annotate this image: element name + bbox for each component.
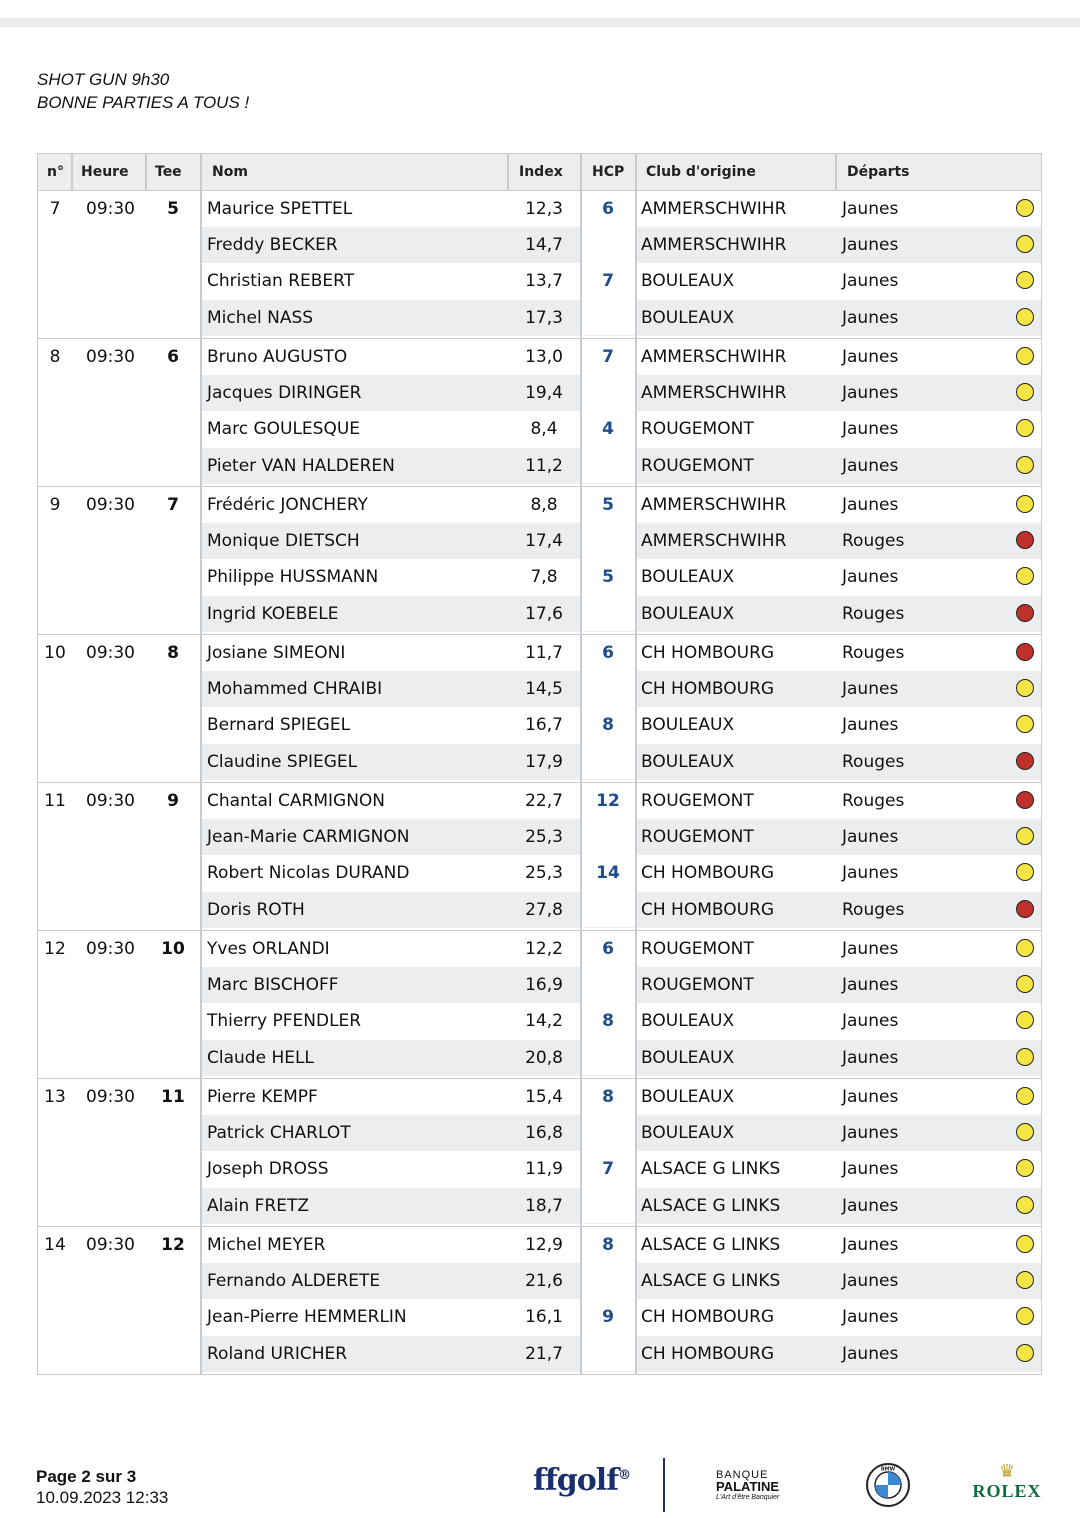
player-index: 7,8 (530, 567, 558, 587)
tee-color-dot-icon (1016, 567, 1034, 585)
player-club: BOULEAUX (641, 308, 735, 328)
group-time: 09:30 (86, 1087, 135, 1107)
tee-color-dot-icon (1016, 752, 1034, 770)
player-index: 17,3 (525, 308, 563, 328)
tee-color-dot-icon (1016, 1123, 1034, 1141)
player-name: Doris ROTH (207, 900, 305, 920)
tee-color-dot-icon (1016, 495, 1034, 513)
divider-name (200, 339, 202, 486)
player-name: Christian REBERT (207, 271, 355, 291)
bp-line-3: L'Art d'être Banquier (716, 1494, 780, 1501)
tee-group (38, 931, 1041, 1079)
player-club: BOULEAUX (641, 271, 735, 291)
player-departs: Rouges (842, 604, 905, 624)
group-time: 09:30 (86, 643, 135, 663)
player-departs: Rouges (842, 531, 905, 551)
group-time: 09:30 (86, 495, 135, 515)
divider-name (200, 1227, 202, 1374)
player-club: BOULEAUX (641, 604, 735, 624)
divider-hcp-right (635, 783, 637, 930)
player-index: 20,8 (525, 1048, 563, 1068)
tee-color-dot-icon (1016, 679, 1034, 697)
divider-hcp-left (580, 1079, 582, 1226)
player-departs: Jaunes (842, 715, 899, 735)
top-bar (0, 18, 1080, 27)
player-departs: Jaunes (842, 199, 899, 219)
player-index: 22,7 (525, 791, 563, 811)
player-departs: Jaunes (842, 1235, 899, 1255)
player-name: Thierry PFENDLER (207, 1011, 362, 1031)
group-time: 09:30 (86, 1235, 135, 1255)
player-index: 18,7 (525, 1196, 563, 1216)
group-tee: 6 (167, 347, 179, 367)
player-departs: Jaunes (842, 1123, 899, 1143)
divider-hcp-left (580, 191, 582, 338)
pair-hcp: 9 (602, 1307, 614, 1327)
group-number: 12 (44, 939, 66, 959)
header-divider (835, 154, 837, 190)
player-index: 14,2 (525, 1011, 563, 1031)
tee-color-dot-icon (1016, 791, 1034, 809)
group-tee: 9 (167, 791, 179, 811)
player-index: 12,2 (525, 939, 563, 959)
tee-color-dot-icon (1016, 1011, 1034, 1029)
tee-color-dot-icon (1016, 900, 1034, 918)
page-number: Page 2 sur 3 (36, 1467, 137, 1486)
player-club: ALSACE G LINKS (641, 1196, 781, 1216)
player-departs: Rouges (842, 791, 905, 811)
player-club: BOULEAUX (641, 1087, 735, 1107)
tee-group (38, 487, 1041, 635)
pair-hcp: 6 (602, 643, 614, 663)
player-index: 17,4 (525, 531, 563, 551)
divider-hcp-left (580, 783, 582, 930)
tee-color-dot-icon (1016, 1344, 1034, 1362)
group-time: 09:30 (86, 347, 135, 367)
group-tee: 8 (167, 643, 179, 663)
pair-hcp: 5 (602, 495, 614, 515)
pair-hcp: 7 (602, 347, 614, 367)
player-index: 27,8 (525, 900, 563, 920)
divider-name (200, 635, 202, 782)
pair-hcp: 12 (596, 791, 620, 811)
player-name: Marc BISCHOFF (207, 975, 339, 995)
divider-hcp-right (635, 1227, 637, 1374)
player-club: CH HOMBOURG (641, 643, 775, 663)
player-name: Michel MEYER (207, 1235, 326, 1255)
tee-color-dot-icon (1016, 939, 1034, 957)
pair-hcp: 4 (602, 419, 614, 439)
player-name: Mohammed CHRAIBI (207, 679, 383, 699)
bmw-logo (866, 1463, 910, 1507)
player-club: CH HOMBOURG (641, 679, 775, 699)
player-departs: Jaunes (842, 1344, 899, 1364)
divider-hcp-left (580, 339, 582, 486)
header-tee: Tee (155, 164, 182, 180)
tee-color-dot-icon (1016, 1196, 1034, 1214)
group-number: 9 (49, 495, 61, 515)
player-departs: Jaunes (842, 863, 899, 883)
player-departs: Rouges (842, 643, 905, 663)
registered-icon: ® (618, 1468, 631, 1483)
player-index: 25,3 (525, 827, 563, 847)
player-name: Josiane SIMEONI (207, 643, 346, 663)
header-divider (635, 154, 637, 190)
player-name: Chantal CARMIGNON (207, 791, 386, 811)
player-departs: Jaunes (842, 308, 899, 328)
player-club: AMMERSCHWIHR (641, 495, 787, 515)
player-departs: Jaunes (842, 271, 899, 291)
divider-hcp-right (635, 931, 637, 1078)
divider-hcp-left (580, 635, 582, 782)
player-index: 12,9 (525, 1235, 563, 1255)
player-name: Joseph DROSS (207, 1159, 329, 1179)
player-name: Maurice SPETTEL (207, 199, 353, 219)
player-club: ROUGEMONT (641, 791, 754, 811)
header-divider (200, 154, 202, 190)
tee-color-dot-icon (1016, 604, 1034, 622)
ffgolf-logo-text: ffgolf (533, 1463, 619, 1498)
player-club: AMMERSCHWIHR (641, 531, 787, 551)
player-club: BOULEAUX (641, 715, 735, 735)
player-club: AMMERSCHWIHR (641, 383, 787, 403)
tee-color-dot-icon (1016, 531, 1034, 549)
group-tee: 7 (167, 495, 179, 515)
group-time: 09:30 (86, 791, 135, 811)
group-number: 14 (44, 1235, 66, 1255)
group-tee: 12 (161, 1235, 185, 1255)
player-club: AMMERSCHWIHR (641, 199, 787, 219)
player-club: CH HOMBOURG (641, 1307, 775, 1327)
group-tee: 11 (161, 1087, 185, 1107)
player-index: 14,7 (525, 235, 563, 255)
player-index: 17,9 (525, 752, 563, 772)
divider-hcp-right (635, 339, 637, 486)
tee-color-dot-icon (1016, 383, 1034, 401)
divider-hcp-left (580, 1227, 582, 1374)
tee-color-dot-icon (1016, 308, 1034, 326)
player-departs: Jaunes (842, 456, 899, 476)
player-index: 14,5 (525, 679, 563, 699)
player-departs: Jaunes (842, 1307, 899, 1327)
ffgolf-logo (533, 1463, 630, 1498)
tee-group (38, 339, 1041, 487)
player-index: 13,0 (525, 347, 563, 367)
bp-line-2: PALATINE (716, 1479, 780, 1494)
tee-color-dot-icon (1016, 1271, 1034, 1289)
player-club: AMMERSCHWIHR (641, 347, 787, 367)
intro-text (37, 68, 249, 114)
group-time: 09:30 (86, 199, 135, 219)
tee-color-dot-icon (1016, 1307, 1034, 1325)
player-departs: Jaunes (842, 1271, 899, 1291)
player-departs: Jaunes (842, 347, 899, 367)
tee-color-dot-icon (1016, 456, 1034, 474)
tee-group (38, 783, 1041, 931)
pair-hcp: 5 (602, 567, 614, 587)
player-departs: Jaunes (842, 679, 899, 699)
table-header (38, 154, 1041, 191)
player-departs: Jaunes (842, 939, 899, 959)
pair-hcp: 8 (602, 1011, 614, 1031)
player-index: 16,9 (525, 975, 563, 995)
player-club: ROUGEMONT (641, 456, 754, 476)
divider-hcp-right (635, 487, 637, 634)
player-name: Jean-Pierre HEMMERLIN (207, 1307, 407, 1327)
player-club: BOULEAUX (641, 752, 735, 772)
player-name: Bernard SPIEGEL (207, 715, 351, 735)
player-club: BOULEAUX (641, 1123, 735, 1143)
player-departs: Jaunes (842, 567, 899, 587)
player-club: ROUGEMONT (641, 975, 754, 995)
player-name: Claude HELL (207, 1048, 314, 1068)
tee-group (38, 191, 1041, 339)
player-index: 21,7 (525, 1344, 563, 1364)
player-index: 12,3 (525, 199, 563, 219)
player-index: 15,4 (525, 1087, 563, 1107)
tee-color-dot-icon (1016, 1087, 1034, 1105)
tee-color-dot-icon (1016, 827, 1034, 845)
player-index: 19,4 (525, 383, 563, 403)
player-club: ROUGEMONT (641, 419, 754, 439)
player-index: 16,7 (525, 715, 563, 735)
tee-group (38, 1079, 1041, 1227)
header-divider (145, 154, 147, 190)
player-departs: Jaunes (842, 975, 899, 995)
tee-color-dot-icon (1016, 975, 1034, 993)
player-name: Marc GOULESQUE (207, 419, 361, 439)
header-time: Heure (81, 164, 129, 180)
player-club: BOULEAUX (641, 1048, 735, 1068)
player-departs: Jaunes (842, 419, 899, 439)
header-divider (71, 154, 73, 190)
intro-line-2: BONNE PARTIES A TOUS ! (37, 93, 250, 112)
bmw-logo-text: BMW (880, 1466, 896, 1473)
player-name: Jean-Marie CARMIGNON (207, 827, 410, 847)
player-departs: Jaunes (842, 827, 899, 847)
header-divider (580, 154, 582, 190)
divider-name (200, 783, 202, 930)
rolex-logo (970, 1461, 1044, 1501)
divider-name (200, 931, 202, 1078)
player-index: 25,3 (525, 863, 563, 883)
player-name: Fernando ALDERETE (207, 1271, 381, 1291)
player-club: ROUGEMONT (641, 939, 754, 959)
player-index: 17,6 (525, 604, 563, 624)
pair-hcp: 8 (602, 1087, 614, 1107)
player-name: Pierre KEMPF (207, 1087, 318, 1107)
player-name: Patrick CHARLOT (207, 1123, 351, 1143)
player-departs: Jaunes (842, 1011, 899, 1031)
bp-line-1: BANQUE (716, 1469, 769, 1481)
header-name: Nom (212, 164, 248, 180)
tee-color-dot-icon (1016, 1048, 1034, 1066)
tee-color-dot-icon (1016, 715, 1034, 733)
player-index: 8,4 (530, 419, 558, 439)
player-name: Bruno AUGUSTO (207, 347, 348, 367)
player-club: AMMERSCHWIHR (641, 235, 787, 255)
player-name: Yves ORLANDI (207, 939, 330, 959)
group-number: 7 (49, 199, 61, 219)
tee-color-dot-icon (1016, 643, 1034, 661)
pair-hcp: 8 (602, 1235, 614, 1255)
player-name: Frédéric JONCHERY (207, 495, 368, 515)
tee-color-dot-icon (1016, 235, 1034, 253)
player-club: CH HOMBOURG (641, 1344, 775, 1364)
player-departs: Rouges (842, 900, 905, 920)
player-departs: Jaunes (842, 1196, 899, 1216)
groups-container (38, 191, 1041, 1374)
tee-color-dot-icon (1016, 347, 1034, 365)
player-index: 21,6 (525, 1271, 563, 1291)
pair-hcp: 6 (602, 199, 614, 219)
divider-name (200, 1079, 202, 1226)
intro-line-1: SHOT GUN 9h30 (37, 70, 170, 89)
tee-color-dot-icon (1016, 199, 1034, 217)
player-index: 8,8 (530, 495, 558, 515)
player-name: Ingrid KOEBELE (207, 604, 339, 624)
header-divider (507, 154, 509, 190)
player-club: CH HOMBOURG (641, 900, 775, 920)
pair-hcp: 14 (596, 863, 620, 883)
group-time: 09:30 (86, 939, 135, 959)
group-tee: 10 (161, 939, 185, 959)
player-name: Claudine SPIEGEL (207, 752, 358, 772)
player-index: 16,8 (525, 1123, 563, 1143)
rolex-logo-text: ROLEX (972, 1481, 1042, 1501)
divider-hcp-right (635, 635, 637, 782)
tee-times-table (37, 153, 1042, 1375)
player-index: 16,1 (525, 1307, 563, 1327)
tee-color-dot-icon (1016, 1159, 1034, 1177)
group-number: 10 (44, 643, 66, 663)
pair-hcp: 7 (602, 271, 614, 291)
group-number: 8 (49, 347, 61, 367)
header-num: n° (47, 164, 64, 180)
header-index: Index (519, 164, 563, 180)
group-number: 13 (44, 1087, 66, 1107)
player-club: ALSACE G LINKS (641, 1271, 781, 1291)
tee-group (38, 635, 1041, 783)
player-departs: Jaunes (842, 383, 899, 403)
player-club: ALSACE G LINKS (641, 1159, 781, 1179)
player-index: 13,7 (525, 271, 563, 291)
player-name: Pieter VAN HALDEREN (207, 456, 395, 476)
player-name: Freddy BECKER (207, 235, 338, 255)
crown-icon: ♛ (998, 1461, 1016, 1481)
player-index: 11,9 (525, 1159, 563, 1179)
player-name: Alain FRETZ (207, 1196, 310, 1216)
player-departs: Jaunes (842, 495, 899, 515)
tee-color-dot-icon (1016, 419, 1034, 437)
tee-group (38, 1227, 1041, 1374)
player-departs: Rouges (842, 752, 905, 772)
tee-color-dot-icon (1016, 863, 1034, 881)
pair-hcp: 7 (602, 1159, 614, 1179)
player-club: BOULEAUX (641, 567, 735, 587)
player-club: ALSACE G LINKS (641, 1235, 781, 1255)
player-name: Monique DIETSCH (207, 531, 360, 551)
footer (36, 1466, 168, 1508)
player-club: BOULEAUX (641, 1011, 735, 1031)
player-index: 11,7 (525, 643, 563, 663)
player-departs: Jaunes (842, 1159, 899, 1179)
divider-hcp-left (580, 487, 582, 634)
banque-palatine-logo (716, 1470, 779, 1503)
divider-name (200, 487, 202, 634)
divider-name (200, 191, 202, 338)
player-departs: Jaunes (842, 235, 899, 255)
player-club: CH HOMBOURG (641, 863, 775, 883)
player-club: ROUGEMONT (641, 827, 754, 847)
print-date: 10.09.2023 12:33 (36, 1488, 169, 1507)
player-name: Philippe HUSSMANN (207, 567, 379, 587)
tee-color-dot-icon (1016, 271, 1034, 289)
logo-divider (663, 1458, 665, 1512)
divider-hcp-right (635, 1079, 637, 1226)
player-name: Roland URICHER (207, 1344, 348, 1364)
header-hcp: HCP (592, 164, 625, 180)
header-departs: Départs (847, 164, 910, 180)
player-index: 11,2 (525, 456, 563, 476)
tee-color-dot-icon (1016, 1235, 1034, 1253)
player-name: Robert Nicolas DURAND (207, 863, 410, 883)
player-departs: Jaunes (842, 1048, 899, 1068)
header-club: Club d'origine (646, 164, 756, 180)
divider-hcp-right (635, 191, 637, 338)
group-number: 11 (44, 791, 66, 811)
player-name: Jacques DIRINGER (207, 383, 362, 403)
divider-hcp-left (580, 931, 582, 1078)
pair-hcp: 8 (602, 715, 614, 735)
pair-hcp: 6 (602, 939, 614, 959)
group-tee: 5 (167, 199, 179, 219)
player-departs: Jaunes (842, 1087, 899, 1107)
player-name: Michel NASS (207, 308, 314, 328)
